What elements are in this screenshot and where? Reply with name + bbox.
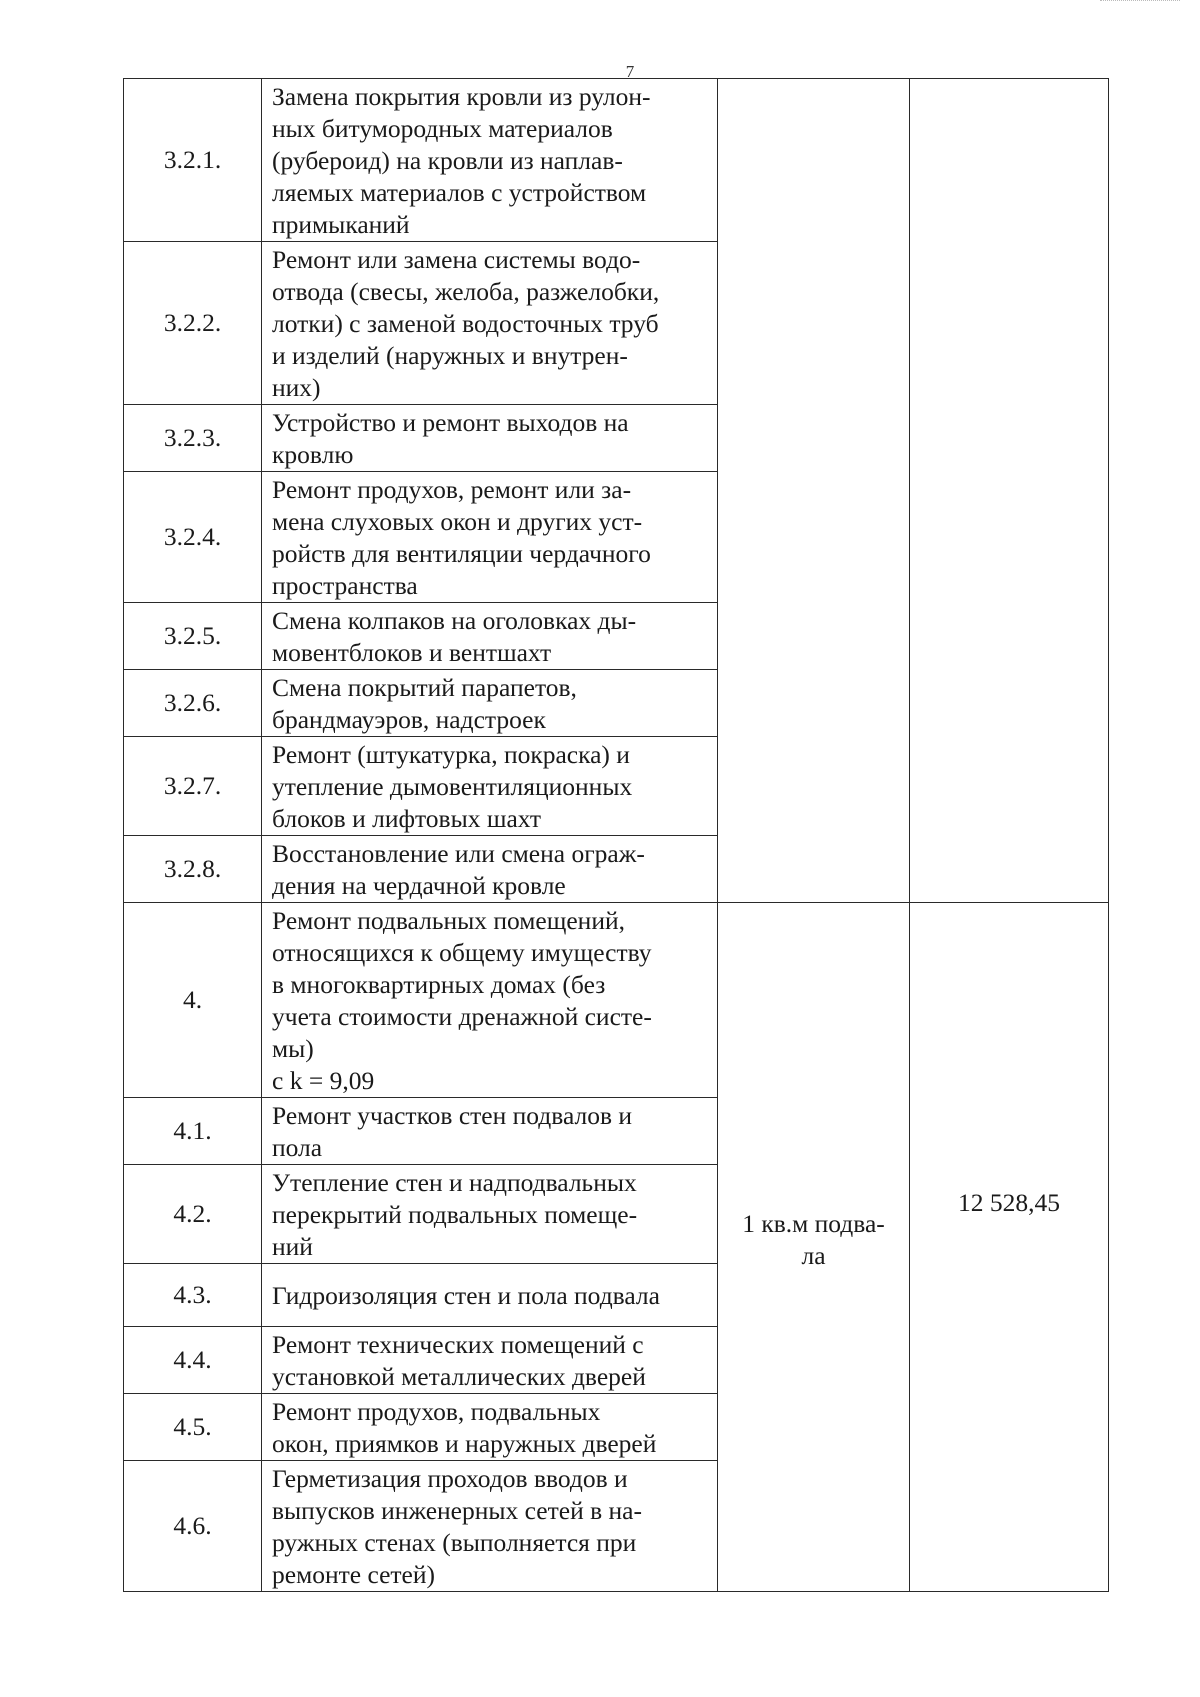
row-number: 3.2.8. (124, 836, 262, 903)
row-description: Гидроизоляция стен и пола подвала (262, 1264, 718, 1327)
row-number: 3.2.4. (124, 472, 262, 603)
row-description: Устройство и ремонт выходов на кровлю (262, 405, 718, 472)
work-cost-table (123, 78, 1109, 1592)
row-description: Ремонт участков стен подвалов и пола (262, 1098, 718, 1165)
row-number: 4.4. (124, 1327, 262, 1394)
row-description: Ремонт продухов, ремонт или за- мена слуховых окон и других уст- ройств для вентиляции чердачного пространства (262, 472, 718, 603)
page-number: 7 (625, 62, 635, 81)
table-row (124, 79, 1109, 242)
row-description: Утепление стен и надподвальных перекрытий подвальных помеще- ний (262, 1165, 718, 1264)
scan-corner-mark (1100, 0, 1180, 4)
row-number: 4.1. (124, 1098, 262, 1165)
row-description: Смена покрытий парапетов, брандмауэров, надстроек (262, 670, 718, 737)
row-number: 3.2.7. (124, 737, 262, 836)
row-number: 4.6. (124, 1461, 262, 1592)
table-row (124, 903, 1109, 1098)
row-number: 4.3. (124, 1264, 262, 1327)
unit-cell (718, 903, 910, 1592)
row-description: Ремонт подвальных помещений, относящихся к общему имуществу в многоквартирных домах (без учета стоимости дренажной систе- мы) с k = 9,09 (262, 903, 718, 1098)
row-number: 4.2. (124, 1165, 262, 1264)
cost-cell (910, 903, 1109, 1592)
row-number: 3.2.1. (124, 79, 262, 242)
row-description: Восстановление или смена ограж- дения на чердачной кровле (262, 836, 718, 903)
cost-value: 12 528,45 (958, 1188, 1060, 1217)
row-description: Смена колпаков на оголовках ды- мовентблоков и вентшахт (262, 603, 718, 670)
unit-cell-empty (718, 79, 910, 903)
row-number: 3.2.2. (124, 242, 262, 405)
row-number: 3.2.6. (124, 670, 262, 737)
row-number: 3.2.3. (124, 405, 262, 472)
row-description: Ремонт технических помещений с установкой металлических дверей (262, 1327, 718, 1394)
row-description: Герметизация проходов вводов и выпусков инженерных сетей в на- ружных стенах (выполняется при ремонте сетей) (262, 1461, 718, 1592)
row-description: Ремонт продухов, подвальных окон, приямков и наружных дверей (262, 1394, 718, 1461)
row-number: 3.2.5. (124, 603, 262, 670)
row-description: Замена покрытия кровли из рулон- ных битумородных материалов (рубероид) на кровли из наплав- ляемых материалов с устройством примыканий (262, 79, 718, 242)
row-number: 4. (124, 903, 262, 1098)
row-description: Ремонт (штукатурка, покраска) и утепление дымовентиляционных блоков и лифтовых шахт (262, 737, 718, 836)
unit-value: 1 кв.м подва- ла (742, 1209, 885, 1270)
row-number: 4.5. (124, 1394, 262, 1461)
cost-cell-empty (910, 79, 1109, 903)
row-description: Ремонт или замена системы водо- отвода (свесы, желоба, разжелобки, лотки) с заменой водосточных труб и изделий (наружных и внутрен- них) (262, 242, 718, 405)
